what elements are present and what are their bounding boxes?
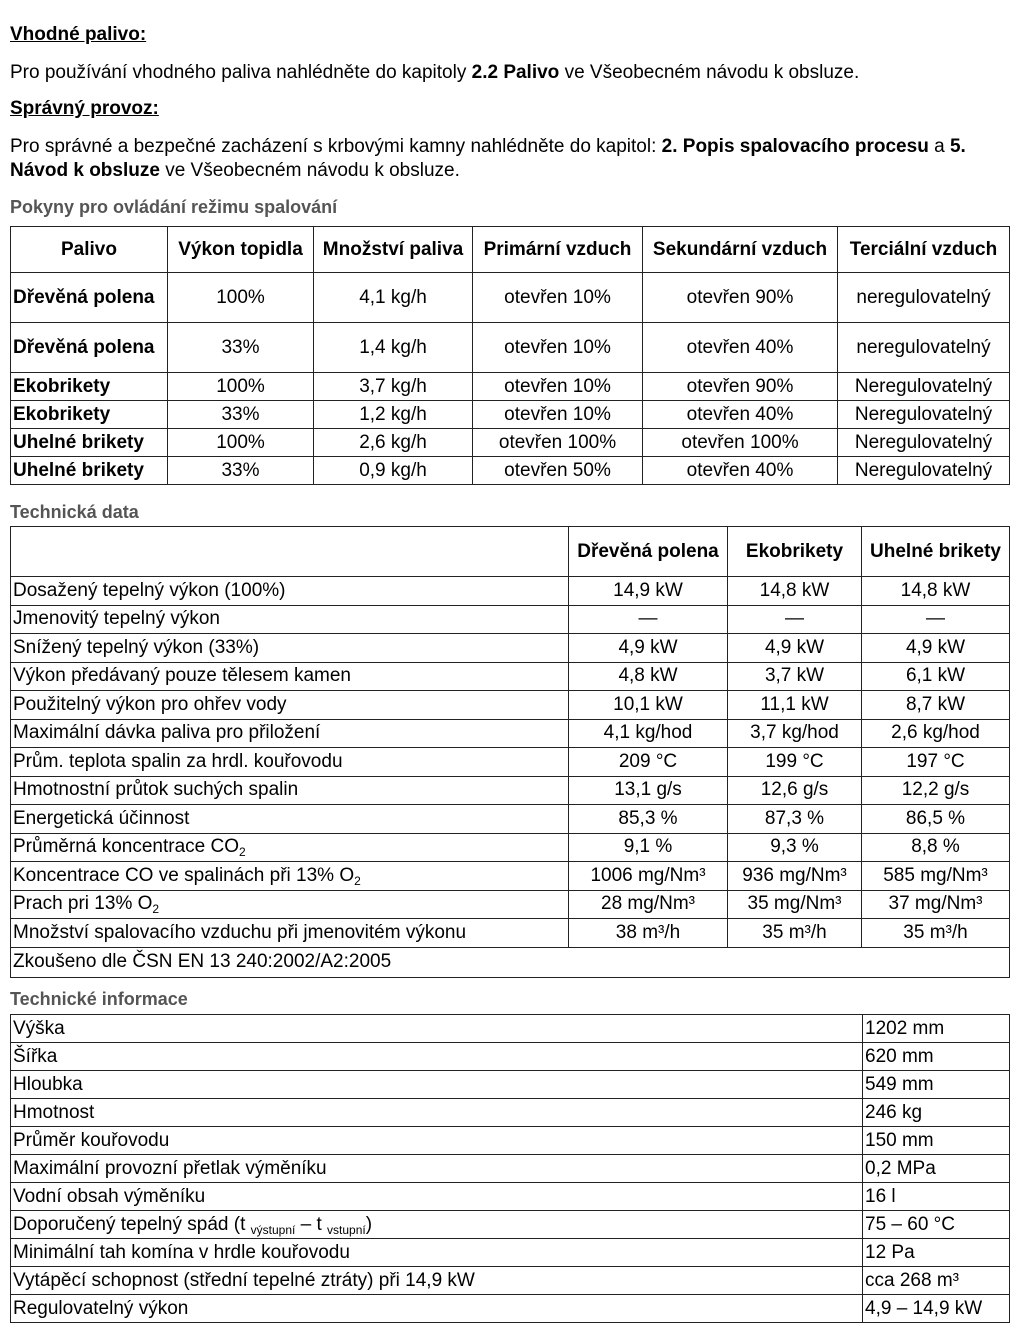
fuel-cell: Uhelné brikety	[11, 429, 168, 457]
value-cell: 37 mg/Nm³	[862, 890, 1010, 919]
value-cell: 100%	[168, 273, 314, 323]
fuel-cell: Uhelné brikety	[11, 457, 168, 485]
value-cell: 12,6 g/s	[728, 776, 862, 805]
value-cell: 33%	[168, 457, 314, 485]
value-cell: 3,7 kg/h	[314, 373, 473, 401]
parameter-cell	[11, 1071, 863, 1099]
value-cell: 85,3 %	[569, 805, 728, 834]
value-cell: 2,6 kg/h	[314, 429, 473, 457]
label-text: Vodní obsah výměníku	[13, 1185, 206, 1207]
value-cell: 936 mg/Nm³	[728, 862, 862, 891]
column-header: Výkon topidla	[168, 227, 314, 273]
value-cell: Neregulovatelný	[838, 429, 1010, 457]
parameter-cell	[11, 662, 569, 691]
parameter-cell	[11, 1099, 863, 1127]
column-header: Dřevěná polena	[569, 527, 728, 577]
fuel-cell: Ekobrikety	[11, 401, 168, 429]
value-cell: 10,1 kW	[569, 691, 728, 720]
value-cell: Neregulovatelný	[838, 457, 1010, 485]
table-row	[11, 919, 1010, 948]
value-cell: otevřen 10%	[473, 373, 643, 401]
parameter-cell	[11, 890, 569, 919]
text: Pro používání vhodného paliva nahlédněte do kapitoly	[10, 62, 472, 83]
table-row	[11, 691, 1010, 720]
table-row	[11, 1071, 1010, 1099]
value-cell: otevřen 10%	[473, 323, 643, 373]
table-row	[11, 1099, 1010, 1127]
parameter-cell	[11, 776, 569, 805]
technical-data-title: Technická data	[10, 502, 139, 522]
fuel-cell: Dřevěná polena	[11, 323, 168, 373]
technical-data-table	[10, 526, 1010, 978]
combustion-table	[10, 226, 1010, 485]
parameter-cell	[11, 1183, 863, 1211]
label-text: Energetická účinnost	[13, 807, 190, 829]
value-cell: 1,2 kg/h	[314, 401, 473, 429]
label-text: Hmotnost	[13, 1101, 95, 1123]
value-cell: 1006 mg/Nm³	[569, 862, 728, 891]
column-header: Terciální vzduch	[838, 227, 1010, 273]
value-cell: 87,3 %	[728, 805, 862, 834]
value-cell: 8,7 kW	[862, 691, 1010, 720]
value-cell: otevřen 100%	[473, 429, 643, 457]
table-row	[11, 1267, 1010, 1295]
parameter-cell	[11, 1127, 863, 1155]
value-cell: 16 l	[863, 1183, 1010, 1211]
fuel-cell: Dřevěná polena	[11, 273, 168, 323]
parameter-cell	[11, 1015, 863, 1043]
parameter-cell	[11, 1043, 863, 1071]
value-cell: cca 268 m³	[863, 1267, 1010, 1295]
header-row	[11, 527, 1010, 577]
table-row	[11, 1295, 1010, 1323]
table-row	[11, 748, 1010, 777]
fuel-cell: Ekobrikety	[11, 373, 168, 401]
value-cell: 4,9 kW	[728, 634, 862, 663]
table-row	[11, 605, 1010, 634]
value-cell: otevřen 100%	[643, 429, 838, 457]
value-cell: 585 mg/Nm³	[862, 862, 1010, 891]
label-text: Šířka	[13, 1045, 58, 1067]
value-cell: 0,2 MPa	[863, 1155, 1010, 1183]
label-text: Množství spalovacího vzduchu při jmenovitém výkonu	[13, 921, 467, 943]
value-cell: 1202 mm	[863, 1015, 1010, 1043]
value-cell: 100%	[168, 429, 314, 457]
table-row	[11, 457, 1010, 485]
value-cell: 4,8 kW	[569, 662, 728, 691]
table-row	[11, 273, 1010, 323]
value-cell: 4,1 kg/h	[314, 273, 473, 323]
table-row	[11, 429, 1010, 457]
fuel-text	[10, 61, 1010, 85]
table-row	[11, 1015, 1010, 1043]
table-row	[11, 1043, 1010, 1071]
value-cell: 1,4 kg/h	[314, 323, 473, 373]
table-row	[11, 890, 1010, 919]
column-header: Sekundární vzduch	[643, 227, 838, 273]
parameter-cell	[11, 605, 569, 634]
subscript: výstupní	[250, 1222, 296, 1237]
subscript: vstupní	[327, 1222, 366, 1237]
parameter-cell	[11, 862, 569, 891]
value-cell: 0,9 kg/h	[314, 457, 473, 485]
value-cell: 14,8 kW	[862, 577, 1010, 606]
value-cell: 35 m³/h	[862, 919, 1010, 948]
value-cell: otevřen 10%	[473, 273, 643, 323]
table-row	[11, 1183, 1010, 1211]
value-cell: 620 mm	[863, 1043, 1010, 1071]
table-row	[11, 1211, 1010, 1239]
value-cell: 12,2 g/s	[862, 776, 1010, 805]
label-text: Průměrná koncentrace CO	[13, 836, 239, 858]
column-header	[11, 527, 569, 577]
value-cell: 197 °C	[862, 748, 1010, 777]
value-cell: otevřen 50%	[473, 457, 643, 485]
value-cell: 9,3 %	[728, 833, 862, 862]
value-cell: 4,9 kW	[569, 634, 728, 663]
operation-heading: Správný provoz:	[10, 98, 159, 119]
value-cell: otevřen 40%	[643, 401, 838, 429]
text: ve Všeobecném návodu k obsluze.	[559, 62, 860, 83]
chapter-ref: 2.2 Palivo	[471, 62, 560, 83]
label-text: Jmenovitý tepelný výkon	[13, 608, 220, 630]
label-text: Vytápěcí schopnost (střední tepelné ztráty) při 14,9 kW	[13, 1269, 475, 1291]
value-cell: 3,7 kg/hod	[728, 719, 862, 748]
value-cell: 6,1 kW	[862, 662, 1010, 691]
parameter-cell	[11, 719, 569, 748]
table-row	[11, 1127, 1010, 1155]
table-row	[11, 401, 1010, 429]
value-cell: —	[862, 605, 1010, 634]
value-cell: 35 m³/h	[728, 919, 862, 948]
operation-text	[10, 135, 1010, 183]
value-cell: 2,6 kg/hod	[862, 719, 1010, 748]
label-text: Prům. teplota spalin za hrdl. kouřovodu	[13, 750, 343, 772]
value-cell: Neregulovatelný	[838, 373, 1010, 401]
value-cell: 38 m³/h	[569, 919, 728, 948]
label-text: Dosažený tepelný výkon (100%)	[13, 579, 286, 601]
parameter-cell	[11, 691, 569, 720]
parameter-cell	[11, 1239, 863, 1267]
table-row	[11, 833, 1010, 862]
value-cell: 14,8 kW	[728, 577, 862, 606]
parameter-cell	[11, 1295, 863, 1323]
parameter-cell	[11, 577, 569, 606]
parameter-cell	[11, 1211, 863, 1239]
label-text: Koncentrace CO ve spalinách při 13% O	[13, 864, 355, 886]
label-text: Doporučený tepelný spád (t	[13, 1213, 251, 1235]
table-row	[11, 373, 1010, 401]
value-cell: 35 mg/Nm³	[728, 890, 862, 919]
table-row	[11, 776, 1010, 805]
label-text: )	[365, 1213, 373, 1235]
value-cell: 4,1 kg/hod	[569, 719, 728, 748]
value-cell: 33%	[168, 323, 314, 373]
value-cell: 11,1 kW	[728, 691, 862, 720]
label-text: Výška	[13, 1017, 65, 1039]
value-cell: Neregulovatelný	[838, 401, 1010, 429]
value-cell: 4,9 – 14,9 kW	[863, 1295, 1010, 1323]
value-cell: otevřen 10%	[473, 401, 643, 429]
label-text: Snížený tepelný výkon (33%)	[13, 636, 260, 658]
value-cell: otevřen 40%	[643, 323, 838, 373]
label-text: Použitelný výkon pro ohřev vody	[13, 693, 287, 715]
value-cell: 4,9 kW	[862, 634, 1010, 663]
label-text: Výkon předávaný pouze tělesem kamen	[13, 665, 351, 687]
combustion-title: Pokyny pro ovládání režimu spalování	[10, 197, 338, 217]
parameter-cell	[11, 634, 569, 663]
column-header: Uhelné brikety	[862, 527, 1010, 577]
table-row	[11, 577, 1010, 606]
text: ve Všeobecném návodu k obsluze.	[159, 160, 460, 181]
value-cell: otevřen 90%	[643, 373, 838, 401]
value-cell: 12 Pa	[863, 1239, 1010, 1267]
value-cell: 75 – 60 °C	[863, 1211, 1010, 1239]
table-row	[11, 662, 1010, 691]
value-cell: —	[728, 605, 862, 634]
label-text: Průměr kouřovodu	[13, 1129, 170, 1151]
value-cell: 86,5 %	[862, 805, 1010, 834]
value-cell: 246 kg	[863, 1099, 1010, 1127]
label-text: Minimální tah komína v hrdle kouřovodu	[13, 1241, 350, 1263]
chapter-ref: 5. Návod k obsluze	[10, 136, 966, 181]
label-text: – t	[295, 1213, 328, 1235]
table-row	[11, 1155, 1010, 1183]
column-header: Primární vzduch	[473, 227, 643, 273]
test-standard: Zkoušeno dle ČSN EN 13 240:2002/A2:2005	[11, 947, 1010, 977]
column-header: Ekobrikety	[728, 527, 862, 577]
value-cell: 150 mm	[863, 1127, 1010, 1155]
header-row	[11, 227, 1010, 273]
column-header: Množství paliva	[314, 227, 473, 273]
subscript: 2	[152, 902, 160, 917]
parameter-cell	[11, 919, 569, 948]
label-text: Maximální dávka paliva pro přiložení	[13, 722, 321, 744]
label-text: Regulovatelný výkon	[13, 1297, 189, 1319]
text: a	[928, 136, 950, 157]
technical-info-table	[10, 1014, 1010, 1323]
value-cell: neregulovatelný	[838, 273, 1010, 323]
parameter-cell	[11, 1155, 863, 1183]
parameter-cell	[11, 805, 569, 834]
value-cell: 9,1 %	[569, 833, 728, 862]
subscript: 2	[354, 873, 361, 888]
parameter-cell	[11, 1267, 863, 1295]
value-cell: 8,8 %	[862, 833, 1010, 862]
value-cell: 199 °C	[728, 748, 862, 777]
footer-row	[11, 947, 1010, 977]
fuel-heading: Vhodné palivo:	[10, 24, 147, 45]
value-cell: otevřen 90%	[643, 273, 838, 323]
label-text: Hloubka	[13, 1073, 83, 1095]
value-cell: 13,1 g/s	[569, 776, 728, 805]
value-cell: 14,9 kW	[569, 577, 728, 606]
table-row	[11, 862, 1010, 891]
value-cell: 100%	[168, 373, 314, 401]
parameter-cell	[11, 748, 569, 777]
table-row	[11, 1239, 1010, 1267]
value-cell: 209 °C	[569, 748, 728, 777]
value-cell: —	[569, 605, 728, 634]
value-cell: otevřen 40%	[643, 457, 838, 485]
label-text: Prach pri 13% O	[13, 893, 153, 915]
value-cell: neregulovatelný	[838, 323, 1010, 373]
parameter-cell	[11, 833, 569, 862]
text: Pro správné a bezpečné zacházení s krbovými kamny nahlédněte do kapitol:	[10, 136, 662, 157]
subscript: 2	[239, 845, 246, 860]
value-cell: 549 mm	[863, 1071, 1010, 1099]
technical-info-title: Technické informace	[10, 989, 188, 1009]
table-row	[11, 805, 1010, 834]
table-row	[11, 634, 1010, 663]
column-header: Palivo	[11, 227, 168, 273]
value-cell: 33%	[168, 401, 314, 429]
label-text: Maximální provozní přetlak výměníku	[13, 1157, 327, 1179]
table-row	[11, 323, 1010, 373]
table-row	[11, 719, 1010, 748]
value-cell: 3,7 kW	[728, 662, 862, 691]
label-text: Hmotnostní průtok suchých spalin	[13, 779, 299, 801]
chapter-ref: 2. Popis spalovacího procesu	[661, 136, 929, 157]
value-cell: 28 mg/Nm³	[569, 890, 728, 919]
